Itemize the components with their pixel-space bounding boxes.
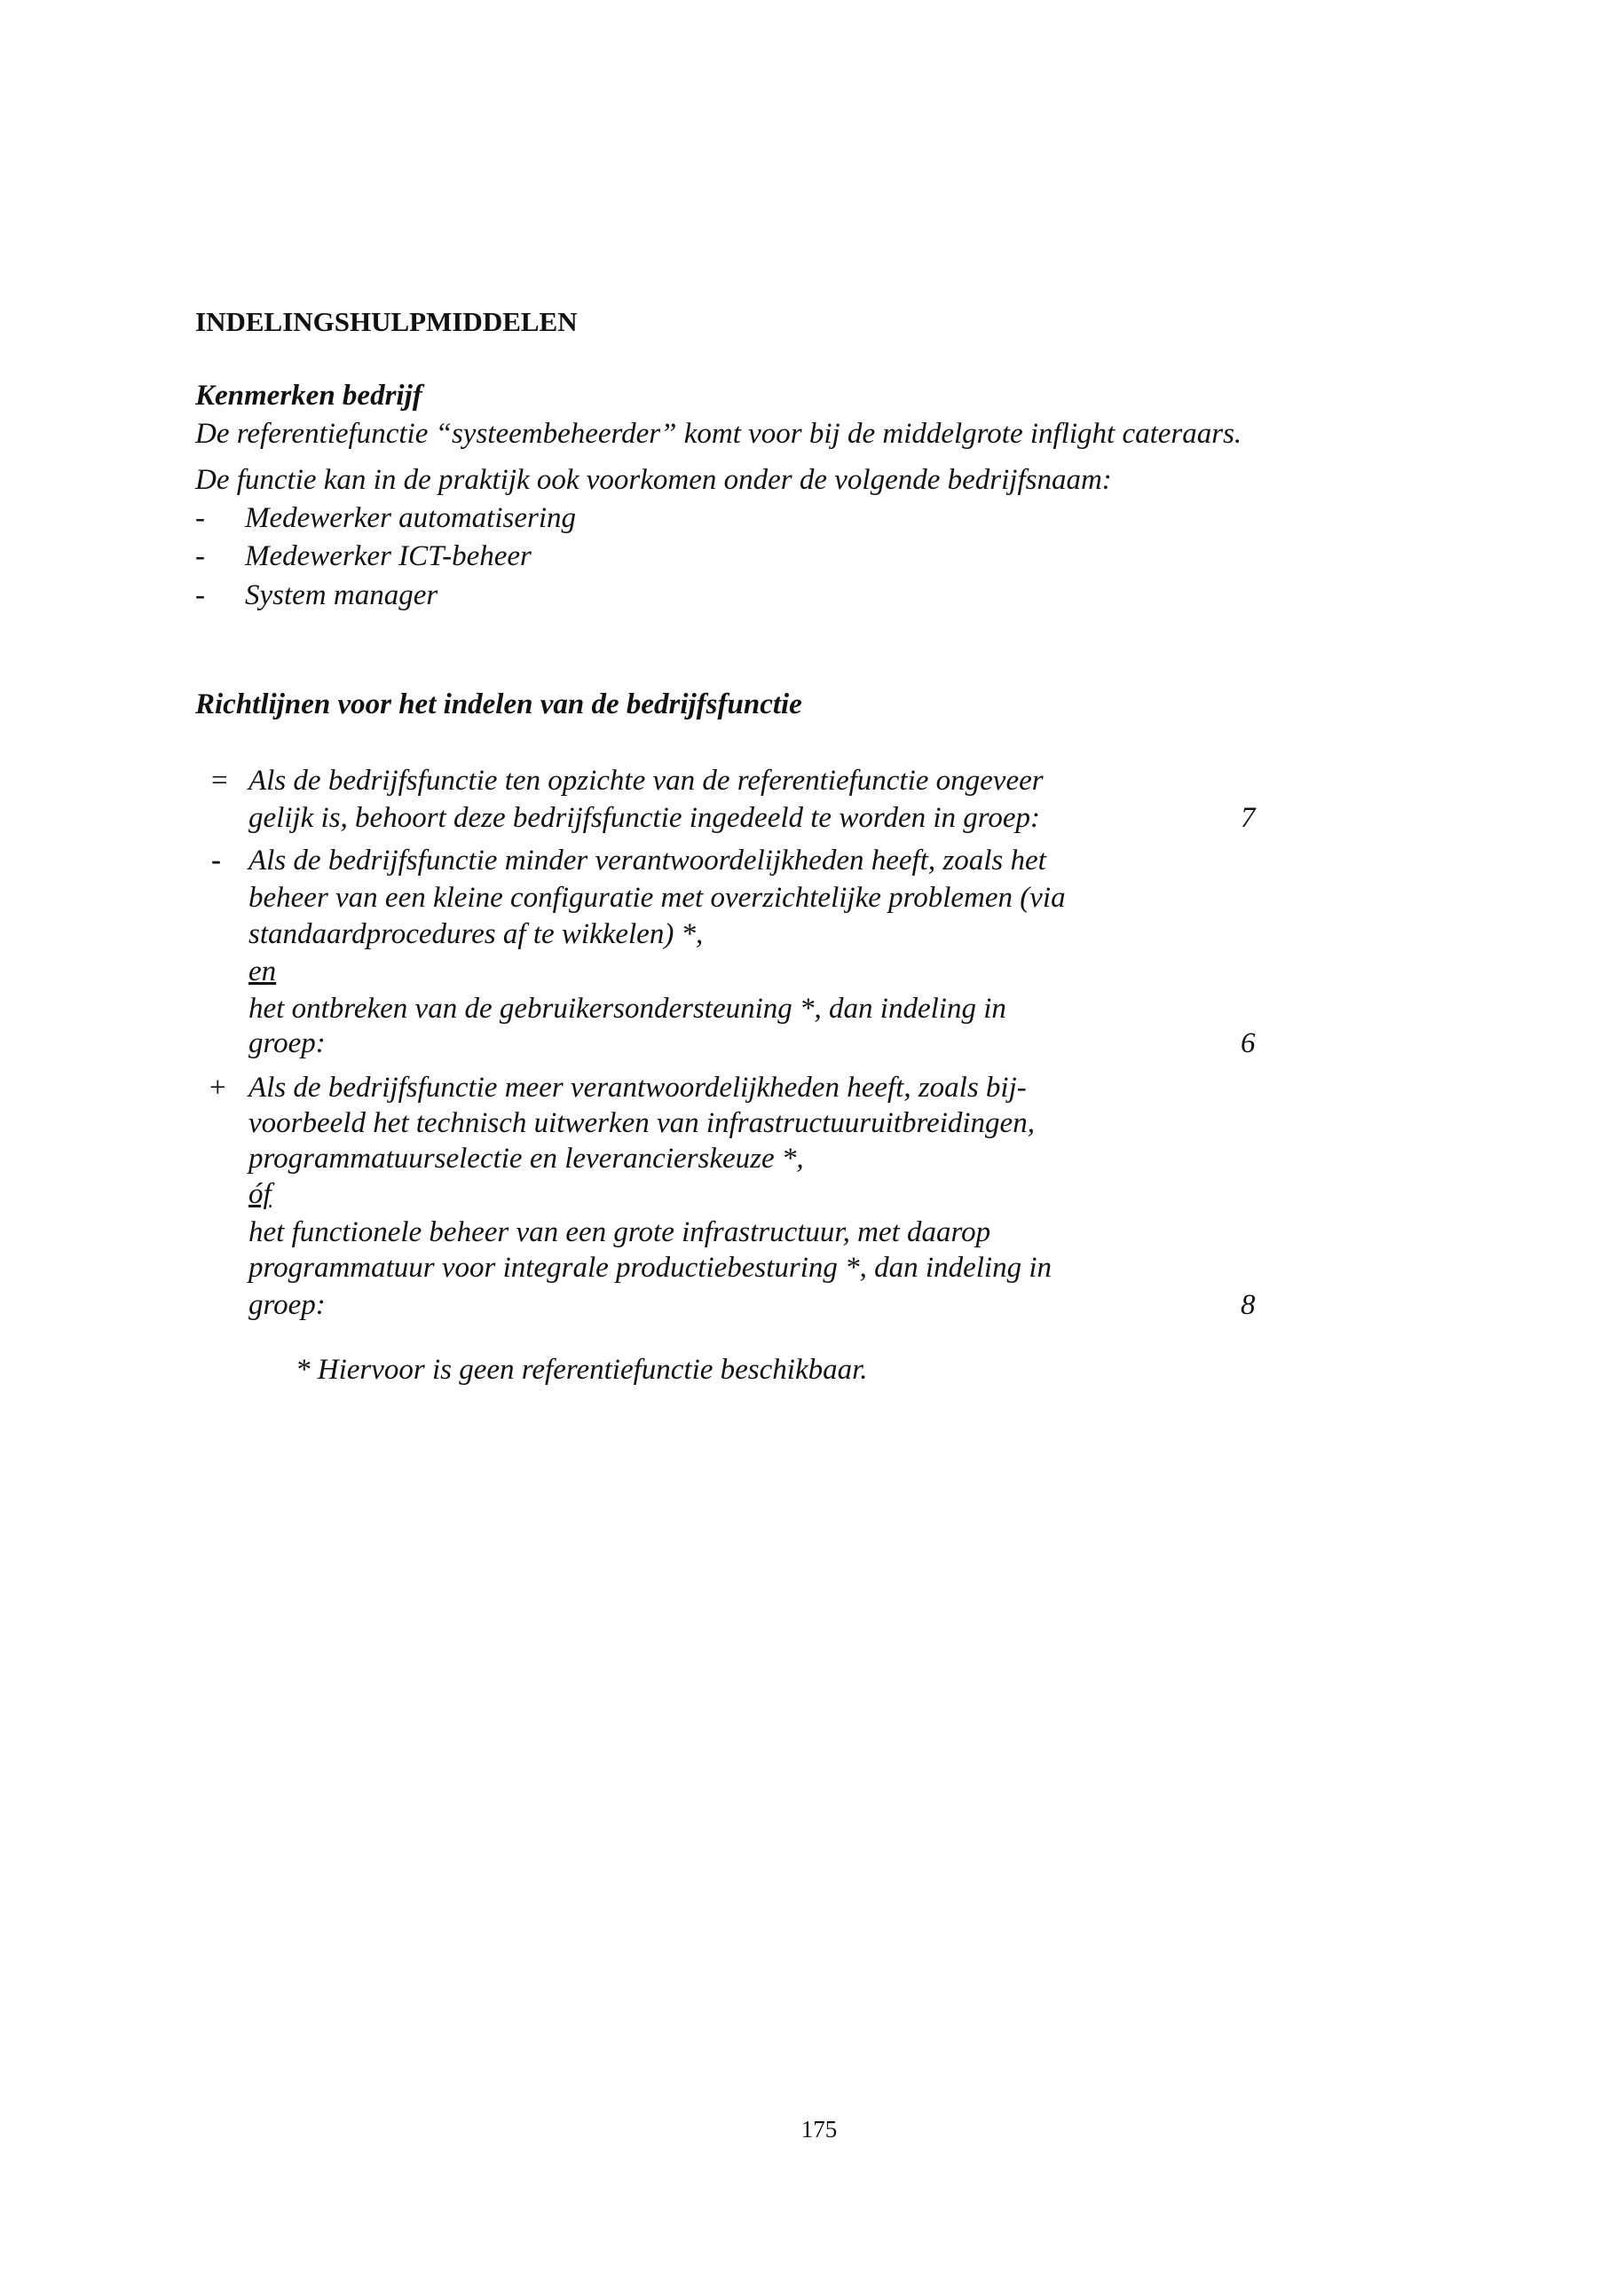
list-item: System manager — [245, 579, 438, 611]
group-number: 8 — [1241, 1289, 1256, 1321]
group-number: 7 — [1241, 802, 1256, 834]
kenmerken-text: De referentiefunctie “systeembeheerder” komt voor bij de middelgrote inflight cateraars. — [195, 418, 1242, 450]
guideline-text: het functionele beheer van een grote infrastructuur, met daarop — [248, 1216, 991, 1248]
guideline-text: voorbeeld het technisch uitwerken van infrastructuuruitbreidingen, — [248, 1107, 1035, 1139]
guideline-text: groep: — [248, 1289, 326, 1321]
conjunction-en: en — [248, 955, 277, 987]
bullet-dash: - — [195, 502, 205, 534]
bullet-dash: - — [195, 579, 205, 611]
page-title: INDELINGSHULPMIDDELEN — [195, 306, 578, 337]
guideline-text: Als de bedrijfsfunctie minder verantwoordelijkheden heeft, zoals het — [248, 845, 1046, 877]
marker-minus: - — [211, 845, 221, 877]
kenmerken-text: De functie kan in de praktijk ook voorkomen onder de volgende bedrijfsnaam: — [195, 464, 1112, 496]
section-heading-richtlijnen: Richtlijnen voor het indelen van de bedrijfsfunctie — [195, 688, 802, 720]
conjunction-of: óf — [248, 1178, 272, 1210]
guideline-text: groep: — [248, 1027, 326, 1059]
guideline-text: beheer van een kleine configuratie met overzichtelijke problemen (via — [248, 882, 1066, 914]
group-number: 6 — [1241, 1027, 1256, 1059]
guideline-text: programmatuurselectie en leverancierskeuze *, — [248, 1143, 804, 1175]
list-item: Medewerker ICT-beheer — [245, 540, 532, 572]
bullet-dash: - — [195, 540, 205, 572]
guideline-text: Als de bedrijfsfunctie meer verantwoordelijkheden heeft, zoals bij- — [248, 1072, 1027, 1104]
guideline-text: programmatuur voor integrale productiebesturing *, dan indeling in — [248, 1252, 1052, 1284]
footnote: * Hiervoor is geen referentiefunctie beschikbaar. — [296, 1354, 868, 1386]
guideline-text: Als de bedrijfsfunctie ten opzichte van de referentiefunctie ongeveer — [248, 765, 1044, 797]
guideline-text: het ontbreken van de gebruikersondersteuning *, dan indeling in — [248, 993, 1006, 1025]
guideline-text: gelijk is, behoort deze bedrijfsfunctie ingedeeld te worden in groep: — [248, 802, 1041, 834]
guideline-text: standaardprocedures af te wikkelen) *, — [248, 918, 704, 950]
page-number: 175 — [800, 2116, 838, 2143]
list-item: Medewerker automatisering — [245, 502, 577, 534]
marker-plus: + — [209, 1072, 226, 1104]
section-heading-kenmerken: Kenmerken bedrijf — [195, 380, 422, 412]
marker-equal: = — [211, 765, 228, 797]
